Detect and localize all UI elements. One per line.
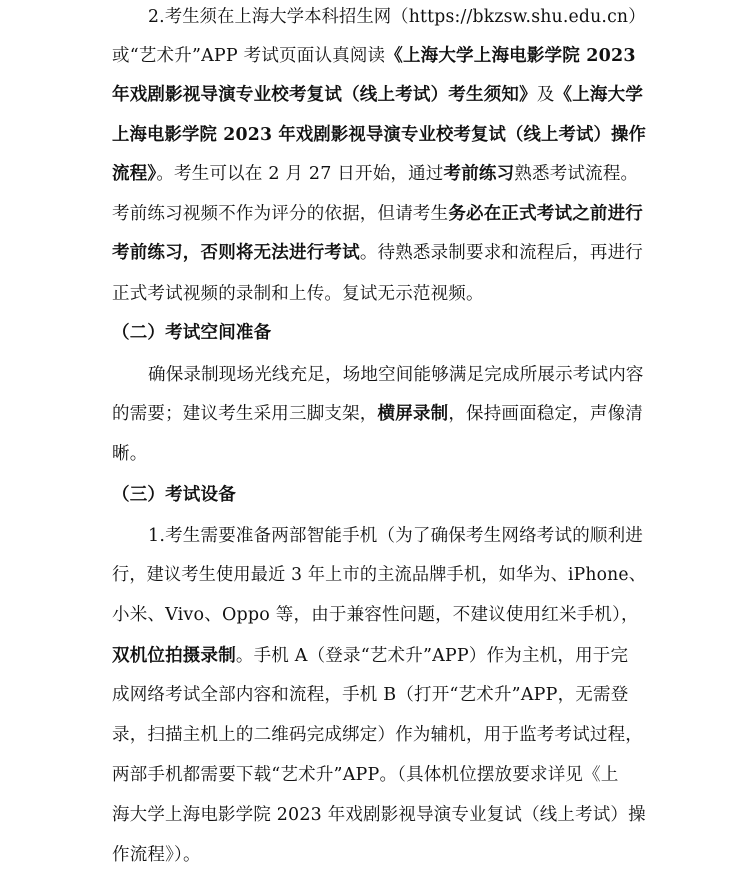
text: 。考生可以在 2 月 27 日开始，通过: [156, 164, 444, 184]
bold-text: 横屏录制: [377, 404, 449, 424]
text: 录，扫描主机上的二维码完成绑定）作为辅机，用于监考考试过程，: [112, 725, 643, 745]
text: 。手机 A（登录“艺术升”APP）作为主机，用于完: [235, 646, 629, 666]
bold-text: 流程》: [112, 164, 157, 184]
bold-text: 年戏剧影视导演专业校考复试（线上考试）考生须知》: [112, 85, 537, 105]
section3-line-5: [112, 684, 628, 706]
section2-heading: [112, 322, 271, 344]
para-item2-line-6: [112, 203, 643, 225]
text: 的需要；建议考生采用三脚支架，: [112, 404, 378, 424]
bold-text: 《上海大学: [554, 85, 644, 105]
section3-line-6: [112, 724, 643, 746]
para-item2-line-1: [148, 6, 646, 28]
text: 正式考试视频的录制和上传。复试无示范视频。: [112, 284, 484, 304]
bold-text: 双机位拍摄录制: [112, 646, 236, 666]
text: 作流程》）。: [112, 845, 201, 865]
para-item2-line-3: [112, 84, 643, 106]
heading-text: （二）考试空间准备: [112, 323, 272, 343]
text: 或“艺术升”APP 考试页面认真阅读: [112, 46, 386, 66]
section3-line-2: [112, 564, 646, 586]
section2-line-3: [112, 443, 147, 465]
bold-text: 上海电影学院 2023 年戏剧影视导演专业校考复试（线上考试）操作: [112, 125, 647, 145]
text: 行，建议考生使用最近 3 年上市的主流品牌手机，如华为、iPhone、: [112, 565, 647, 585]
para-item2-line-8: [112, 283, 484, 305]
bold-text: 务必在正式考试之前进行: [448, 204, 644, 224]
para-item2-line-4: [112, 124, 646, 146]
heading-text: （三）考试设备: [112, 485, 236, 505]
para-item2-line-5: [112, 163, 638, 185]
text: 确保录制现场光线充足，场地空间能够满足完成所展示考试内容: [148, 365, 644, 385]
section3-line-4: [112, 645, 628, 667]
text: 成网络考试全部内容和流程，手机 B（打开“艺术升”APP，无需登: [112, 685, 629, 705]
para-item2-line-2: [112, 45, 636, 67]
text: 。待熟悉录制要求和流程后，再进行: [359, 243, 644, 263]
text: 及: [536, 85, 555, 105]
section3-line-3: [112, 604, 639, 626]
text: 海大学上海电影学院 2023 年戏剧影视导演专业复试（线上考试）操: [112, 805, 646, 825]
text: 熟悉考试流程。: [514, 164, 639, 184]
text: 晰。: [112, 444, 148, 464]
text: 考前练习视频不作为评分的依据，但请考生: [112, 204, 449, 224]
section3-line-7: [112, 764, 619, 786]
section2-line-1: [148, 364, 644, 386]
section2-line-2: [112, 403, 643, 425]
text: 1.考生需要准备两部智能手机（为了确保考生网络考试的顺利进: [148, 526, 643, 546]
para-item2-line-7: [112, 242, 643, 264]
section3-heading: [112, 484, 236, 506]
bold-text: 考前练习: [443, 164, 515, 184]
text: ，保持画面稳定，声像清: [448, 404, 644, 424]
text: 小米、Vivo、Oppo 等，由于兼容性问题，不建议使用红米手机），: [112, 605, 639, 625]
section3-line-8: [112, 804, 646, 826]
text: 两部手机都需要下载“艺术升”APP。（具体机位摆放要求详见《上: [112, 765, 619, 785]
section3-line-1: [148, 525, 643, 547]
section3-line-9: [112, 844, 201, 866]
text: 2.考生须在上海大学本科招生网（https://bkzsw.shu.edu.cn）: [148, 7, 646, 27]
bold-text: 《上海大学上海电影学院 2023: [385, 46, 636, 66]
bold-text: 考前练习，否则将无法进行考试: [112, 243, 360, 263]
